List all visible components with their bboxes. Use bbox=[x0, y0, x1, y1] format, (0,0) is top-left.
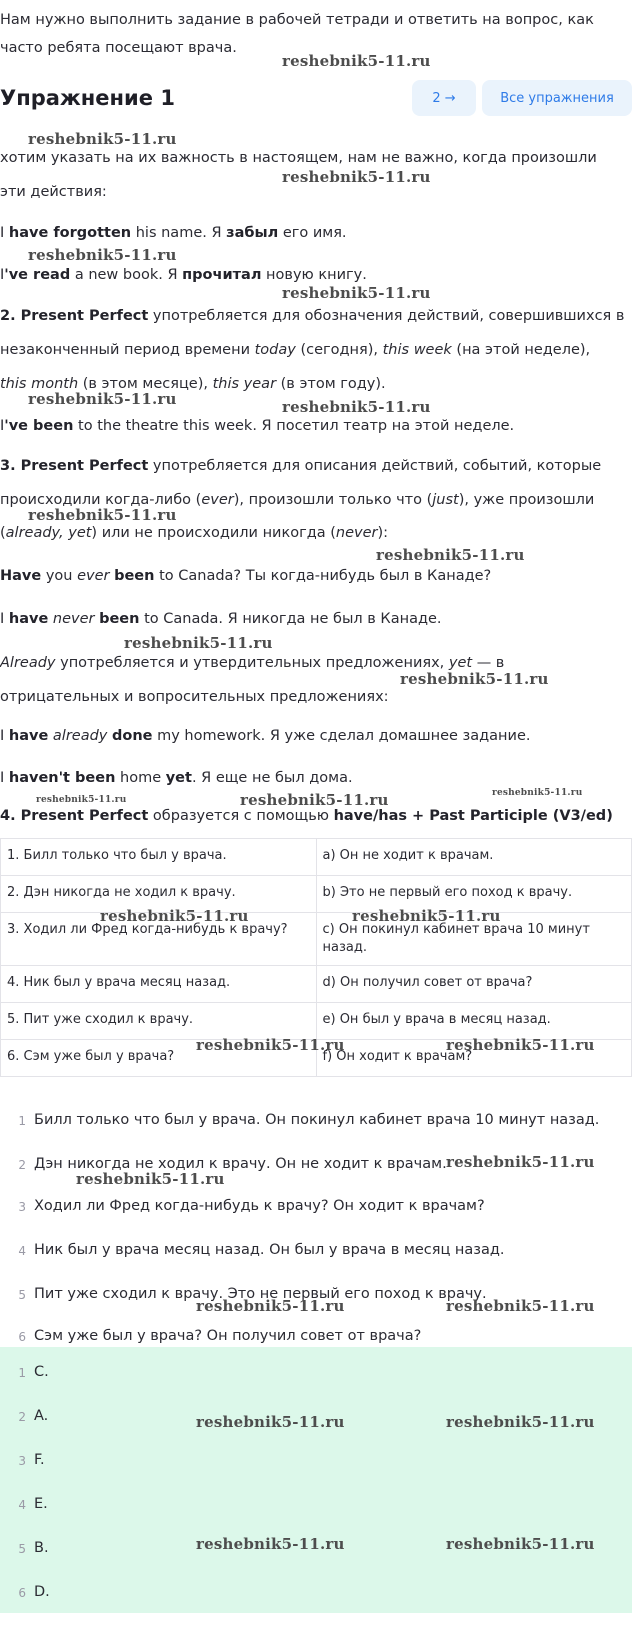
list-item-number: 5 bbox=[18, 1288, 26, 1302]
list-item-number: 1 bbox=[18, 1114, 26, 1128]
watermark: reshebnik5-11.ru bbox=[28, 390, 177, 408]
watermark: reshebnik5-11.ru bbox=[100, 907, 249, 925]
rule-paragraph: Already употребляется и утвердительных предложениях, yet — в bbox=[0, 655, 505, 671]
list-item: Пит уже сходил к врачу. Это не первый его поход к врачу. bbox=[34, 1286, 487, 1302]
watermark: reshebnik5-11.ru bbox=[376, 546, 525, 564]
theory-line: хотим указать на их важность в настоящем, нам не важно, когда произошли bbox=[0, 150, 597, 166]
next-exercise-button[interactable]: 2 → bbox=[412, 80, 476, 116]
answer-key-panel bbox=[0, 1347, 632, 1613]
watermark: reshebnik5-11.ru bbox=[446, 1153, 595, 1171]
list-item-number: 2 bbox=[18, 1158, 26, 1172]
key-item-number: 2 bbox=[18, 1410, 26, 1424]
page-title: Упражнение 1 bbox=[0, 86, 175, 110]
example-sentence: I've read a new book. Я прочитал новую книгу. bbox=[0, 267, 367, 283]
example-sentence: I have never been to Canada. Я никогда не был в Канаде. bbox=[0, 611, 442, 627]
table-cell-response: e) Он был у врача в месяц назад. bbox=[316, 1003, 632, 1040]
watermark: reshebnik5-11.ru bbox=[28, 246, 177, 264]
watermark: reshebnik5-11.ru bbox=[282, 168, 431, 186]
watermark: reshebnik5-11.ru bbox=[196, 1297, 345, 1315]
table-cell-response: b) Это не первый его поход к врачу. bbox=[316, 876, 632, 913]
rule-paragraph: 4. Present Perfect образуется с помощью have/has + Past Participle (V3/ed) bbox=[0, 808, 613, 824]
watermark: reshebnik5-11.ru bbox=[196, 1036, 345, 1054]
table-cell-situation: 3. Ходил ли Фред когда-нибудь к врачу? bbox=[1, 913, 317, 966]
key-item-letter: B. bbox=[34, 1540, 49, 1556]
key-item-number: 5 bbox=[18, 1542, 26, 1556]
example-sentence: I have forgotten his name. Я забыл его имя. bbox=[0, 225, 347, 241]
table-cell-situation: 2. Дэн никогда не ходил к врачу. bbox=[1, 876, 317, 913]
example-sentence: I have already done my homework. Я уже сделал домашнее задание. bbox=[0, 728, 531, 744]
watermark: reshebnik5-11.ru bbox=[36, 795, 127, 805]
table-row bbox=[1, 966, 632, 1003]
watermark: reshebnik5-11.ru bbox=[400, 670, 549, 688]
watermark: reshebnik5-11.ru bbox=[446, 1297, 595, 1315]
watermark: reshebnik5-11.ru bbox=[492, 788, 583, 798]
key-item-number: 6 bbox=[18, 1586, 26, 1600]
watermark: reshebnik5-11.ru bbox=[196, 1535, 345, 1553]
table-cell-situation: 6. Сэм уже был у врача? bbox=[1, 1040, 317, 1077]
rule-paragraph: 3. Present Perfect употребляется для описания действий, событий, которые bbox=[0, 458, 602, 474]
key-item-letter: D. bbox=[34, 1584, 50, 1600]
rule-paragraph: 2. Present Perfect употребляется для обозначения действий, совершившихся в bbox=[0, 308, 625, 324]
watermark: reshebnik5-11.ru bbox=[446, 1535, 595, 1553]
table-cell-situation: 1. Билл только что был у врача. bbox=[1, 839, 317, 876]
key-item-letter: E. bbox=[34, 1496, 48, 1512]
watermark: reshebnik5-11.ru bbox=[446, 1413, 595, 1431]
example-sentence: I haven't been home yet. Я еще не был дома. bbox=[0, 770, 353, 786]
list-item: Ник был у врача месяц назад. Он был у врача в месяц назад. bbox=[34, 1242, 505, 1258]
table-row bbox=[1, 913, 632, 966]
table-cell-response: a) Он не ходит к врачам. bbox=[316, 839, 632, 876]
watermark: reshebnik5-11.ru bbox=[28, 130, 177, 148]
list-item: Ходил ли Фред когда-нибудь к врачу? Он ходит к врачам? bbox=[34, 1198, 485, 1214]
rule-paragraph: незаконченный период времени today (сегодня), this week (на этой неделе), bbox=[0, 342, 591, 358]
all-exercises-button[interactable]: Все упражнения bbox=[482, 80, 632, 116]
table-cell-response: d) Он получил совет от врача? bbox=[316, 966, 632, 1003]
list-item: Сэм уже был у врача? Он получил совет от врача? bbox=[34, 1328, 422, 1344]
table-row bbox=[1, 876, 632, 913]
table-row bbox=[1, 839, 632, 876]
example-sentence: Have you ever been to Canada? Ты когда-нибудь был в Канаде? bbox=[0, 568, 492, 584]
intro-line-1: Нам нужно выполнить задание в рабочей тетради и ответить на вопрос, как bbox=[0, 12, 594, 28]
watermark: reshebnik5-11.ru bbox=[76, 1170, 225, 1188]
theory-line: эти действия: bbox=[0, 184, 107, 200]
list-item: Билл только что был у врача. Он покинул кабинет врача 10 минут назад. bbox=[34, 1112, 600, 1128]
rule-paragraph: this month (в этом месяце), this year (в этом году). bbox=[0, 376, 386, 392]
watermark: reshebnik5-11.ru bbox=[196, 1413, 345, 1431]
rule-paragraph: отрицательных и вопросительных предложениях: bbox=[0, 689, 389, 705]
watermark: reshebnik5-11.ru bbox=[446, 1036, 595, 1054]
list-item: Дэн никогда не ходил к врачу. Он не ходит к врачам. bbox=[34, 1156, 447, 1172]
list-item-number: 6 bbox=[18, 1330, 26, 1344]
key-item-letter: F. bbox=[34, 1452, 45, 1468]
list-item-number: 3 bbox=[18, 1200, 26, 1214]
key-item-letter: C. bbox=[34, 1364, 49, 1380]
key-item-letter: A. bbox=[34, 1408, 49, 1424]
key-item-number: 4 bbox=[18, 1498, 26, 1512]
example-sentence: I've been to the theatre this week. Я посетил театр на этой неделе. bbox=[0, 418, 515, 434]
table-cell-situation: 4. Ник был у врача месяц назад. bbox=[1, 966, 317, 1003]
key-item-number: 3 bbox=[18, 1454, 26, 1468]
key-item-number: 1 bbox=[18, 1366, 26, 1380]
rule-paragraph: происходили когда-либо (ever), произошли только что (just), уже произошли bbox=[0, 492, 595, 508]
table-row bbox=[1, 1003, 632, 1040]
watermark: reshebnik5-11.ru bbox=[240, 791, 389, 809]
watermark: reshebnik5-11.ru bbox=[352, 907, 501, 925]
list-item-number: 4 bbox=[18, 1244, 26, 1258]
watermark: reshebnik5-11.ru bbox=[28, 506, 177, 524]
watermark: reshebnik5-11.ru bbox=[282, 52, 431, 70]
table-cell-response: f) Он ходит к врачам? bbox=[316, 1040, 632, 1077]
watermark: reshebnik5-11.ru bbox=[282, 284, 431, 302]
rule-paragraph: (already, yet) или не происходили никогда (never): bbox=[0, 525, 389, 541]
table-cell-response: c) Он покинул кабинет врача 10 минут назад. bbox=[316, 913, 632, 966]
table-cell-situation: 5. Пит уже сходил к врачу. bbox=[1, 1003, 317, 1040]
watermark: reshebnik5-11.ru bbox=[124, 634, 273, 652]
watermark: reshebnik5-11.ru bbox=[282, 398, 431, 416]
intro-line-2: часто ребята посещают врача. bbox=[0, 40, 237, 56]
